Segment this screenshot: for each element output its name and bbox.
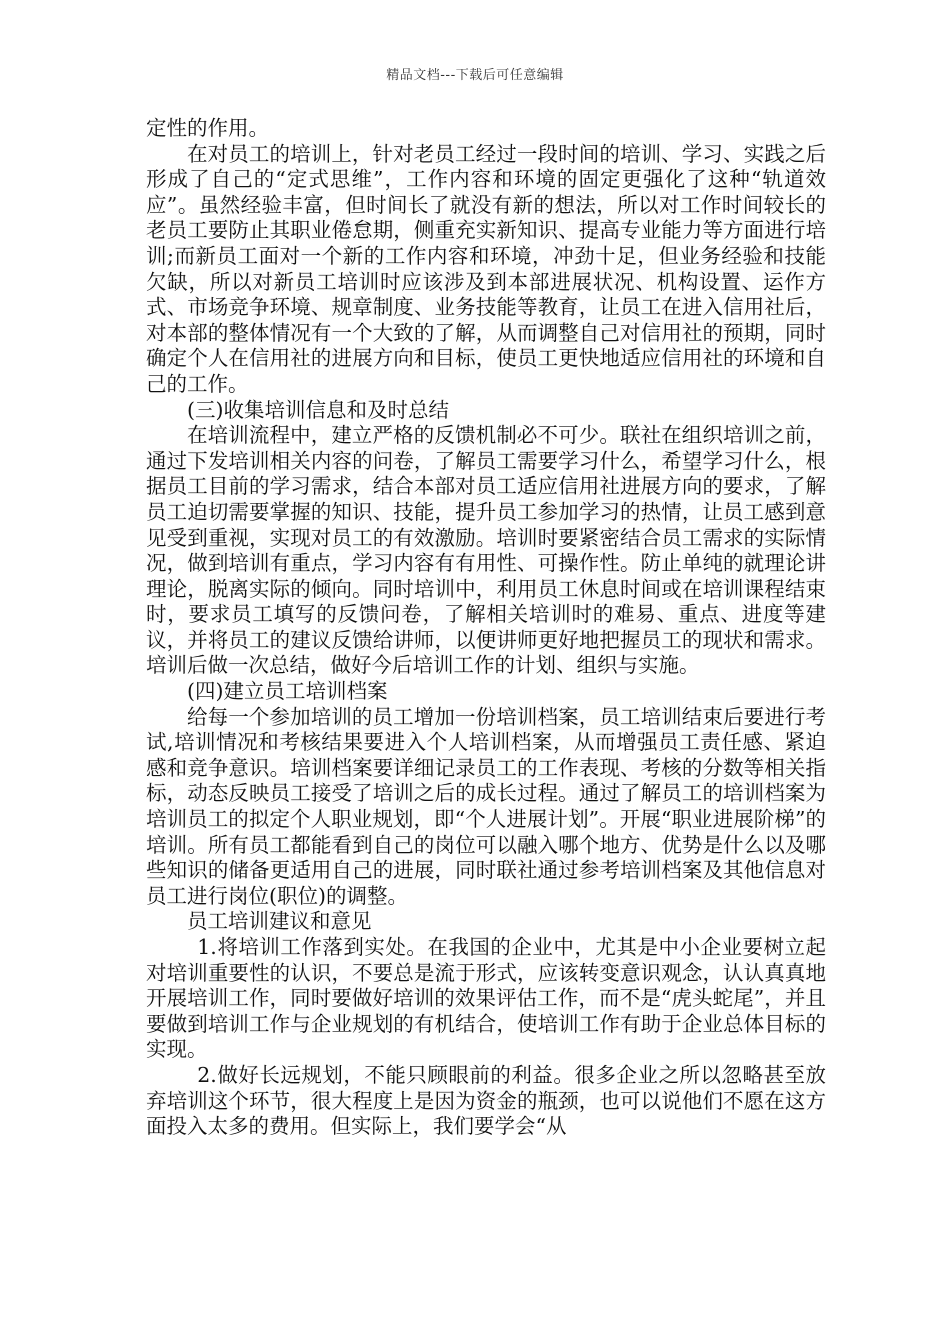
paragraph-training-archive: 给每一个参加培训的员工增加一份培训档案，员工培训结束后要进行考试,培训情况和考核结果要进入个人培训档案，从而增强员工责任感、紧迫感和竞争意识。培训档案要详细记录员工的工作表现、考核的分数等相关指标，动态反映员工接受了培训之后的成长过程。通过了解员工的培训档案为培训员工的拟定个人职业规划，即“个人进展计划”。开展“职业进展阶梯”的培训。所有员工都能看到自己的岗位可以融入哪个地方、优势是什么以及哪些知识的储备更适用自己的进展，同时联社通过参考培训档案及其他信息对员工进行岗位(职位)的调整。 (146, 704, 826, 908)
section-heading-suggestions: 员工培训建议和意见 (187, 909, 372, 934)
paragraph-staff-training: 在对员工的培训上，针对老员工经过一段时间的培训、学习、实践之后形成了自己的“定式思维”，工作内容和环境的固定更强化了这种“轨道效应”。虽然经验丰富，但时间长了就没有新的想法，所以对工作时间较长的老员工要防止其职业倦怠期，侧重充实新知识、提高专业能力等方面进行培训;而新员工面对一个新的工作内容和环境，冲劲十足，但业务经验和技能欠缺，所以对新员工培训时应该涉及到本部进展状况、机构设置、运作方式、市场竞争环境、规章制度、业务技能等教育，让员工在进入信用社后，对本部的整体情况有一个大致的了解，从而调整自己对信用社的预期，同时确定个人在信用社的进展方向和目标，使员工更快地适应信用社的环境和自己的工作。 (146, 141, 826, 396)
page-header: 精品文档---下载后可任意编辑 (386, 68, 564, 83)
document-body (146, 116, 826, 1140)
paragraph-suggestion-1: 1.将培训工作落到实处。在我国的企业中，尤其是中小企业要树立起对培训重要性的认识，不要总是流于形式，应该转变意识观念，认认真真地开展培训工作，同时要做好培训的效果评估工作，而不是“虎头蛇尾”，并且要做到培训工作与企业规划的有机结合，使培训工作有助于企业总体目标的实现。 (146, 935, 826, 1062)
section-heading-3: (三)收集培训信息和及时总结 (187, 397, 449, 422)
paragraph-feedback: 在培训流程中，建立严格的反馈机制必不可少。联社在组织培训之前，通过下发培训相关内容的问卷，了解员工需要学习什么，希望学习什么，根据员工目前的学习需求，结合本部对员工适应信用社进展方向的要求，了解员工迫切需要掌握的知识、技能，提升员工参加学习的热情，让员工感到意见受到重视，实现对员工的有效激励。培训时要紧密结合员工需求的实际情况，做到培训有重点，学习内容有有用性、可操作性。防止单纯的就理论讲理论，脱离实际的倾向。同时培训中，利用员工休息时间或在培训课程结束时，要求员工填写的反馈问卷，了解相关培训时的难易、重点、进度等建议，并将员工的建议反馈给讲师，以便讲师更好地把握员工的现状和需求。培训后做一次总结，做好今后培训工作的计划、组织与实施。 (146, 423, 826, 678)
paragraph-continuation: 定性的作用。 (146, 116, 269, 140)
paragraph-suggestion-2: 2.做好长远规划，不能只顾眼前的利益。很多企业之所以忽略甚至放弃培训这个环节，很大程度上是因为资金的瓶颈，也可以说他们不愿在这方面投入太多的费用。但实际上，我们要学会“从 (146, 1062, 826, 1139)
section-heading-4: (四)建立员工培训档案 (187, 679, 388, 704)
